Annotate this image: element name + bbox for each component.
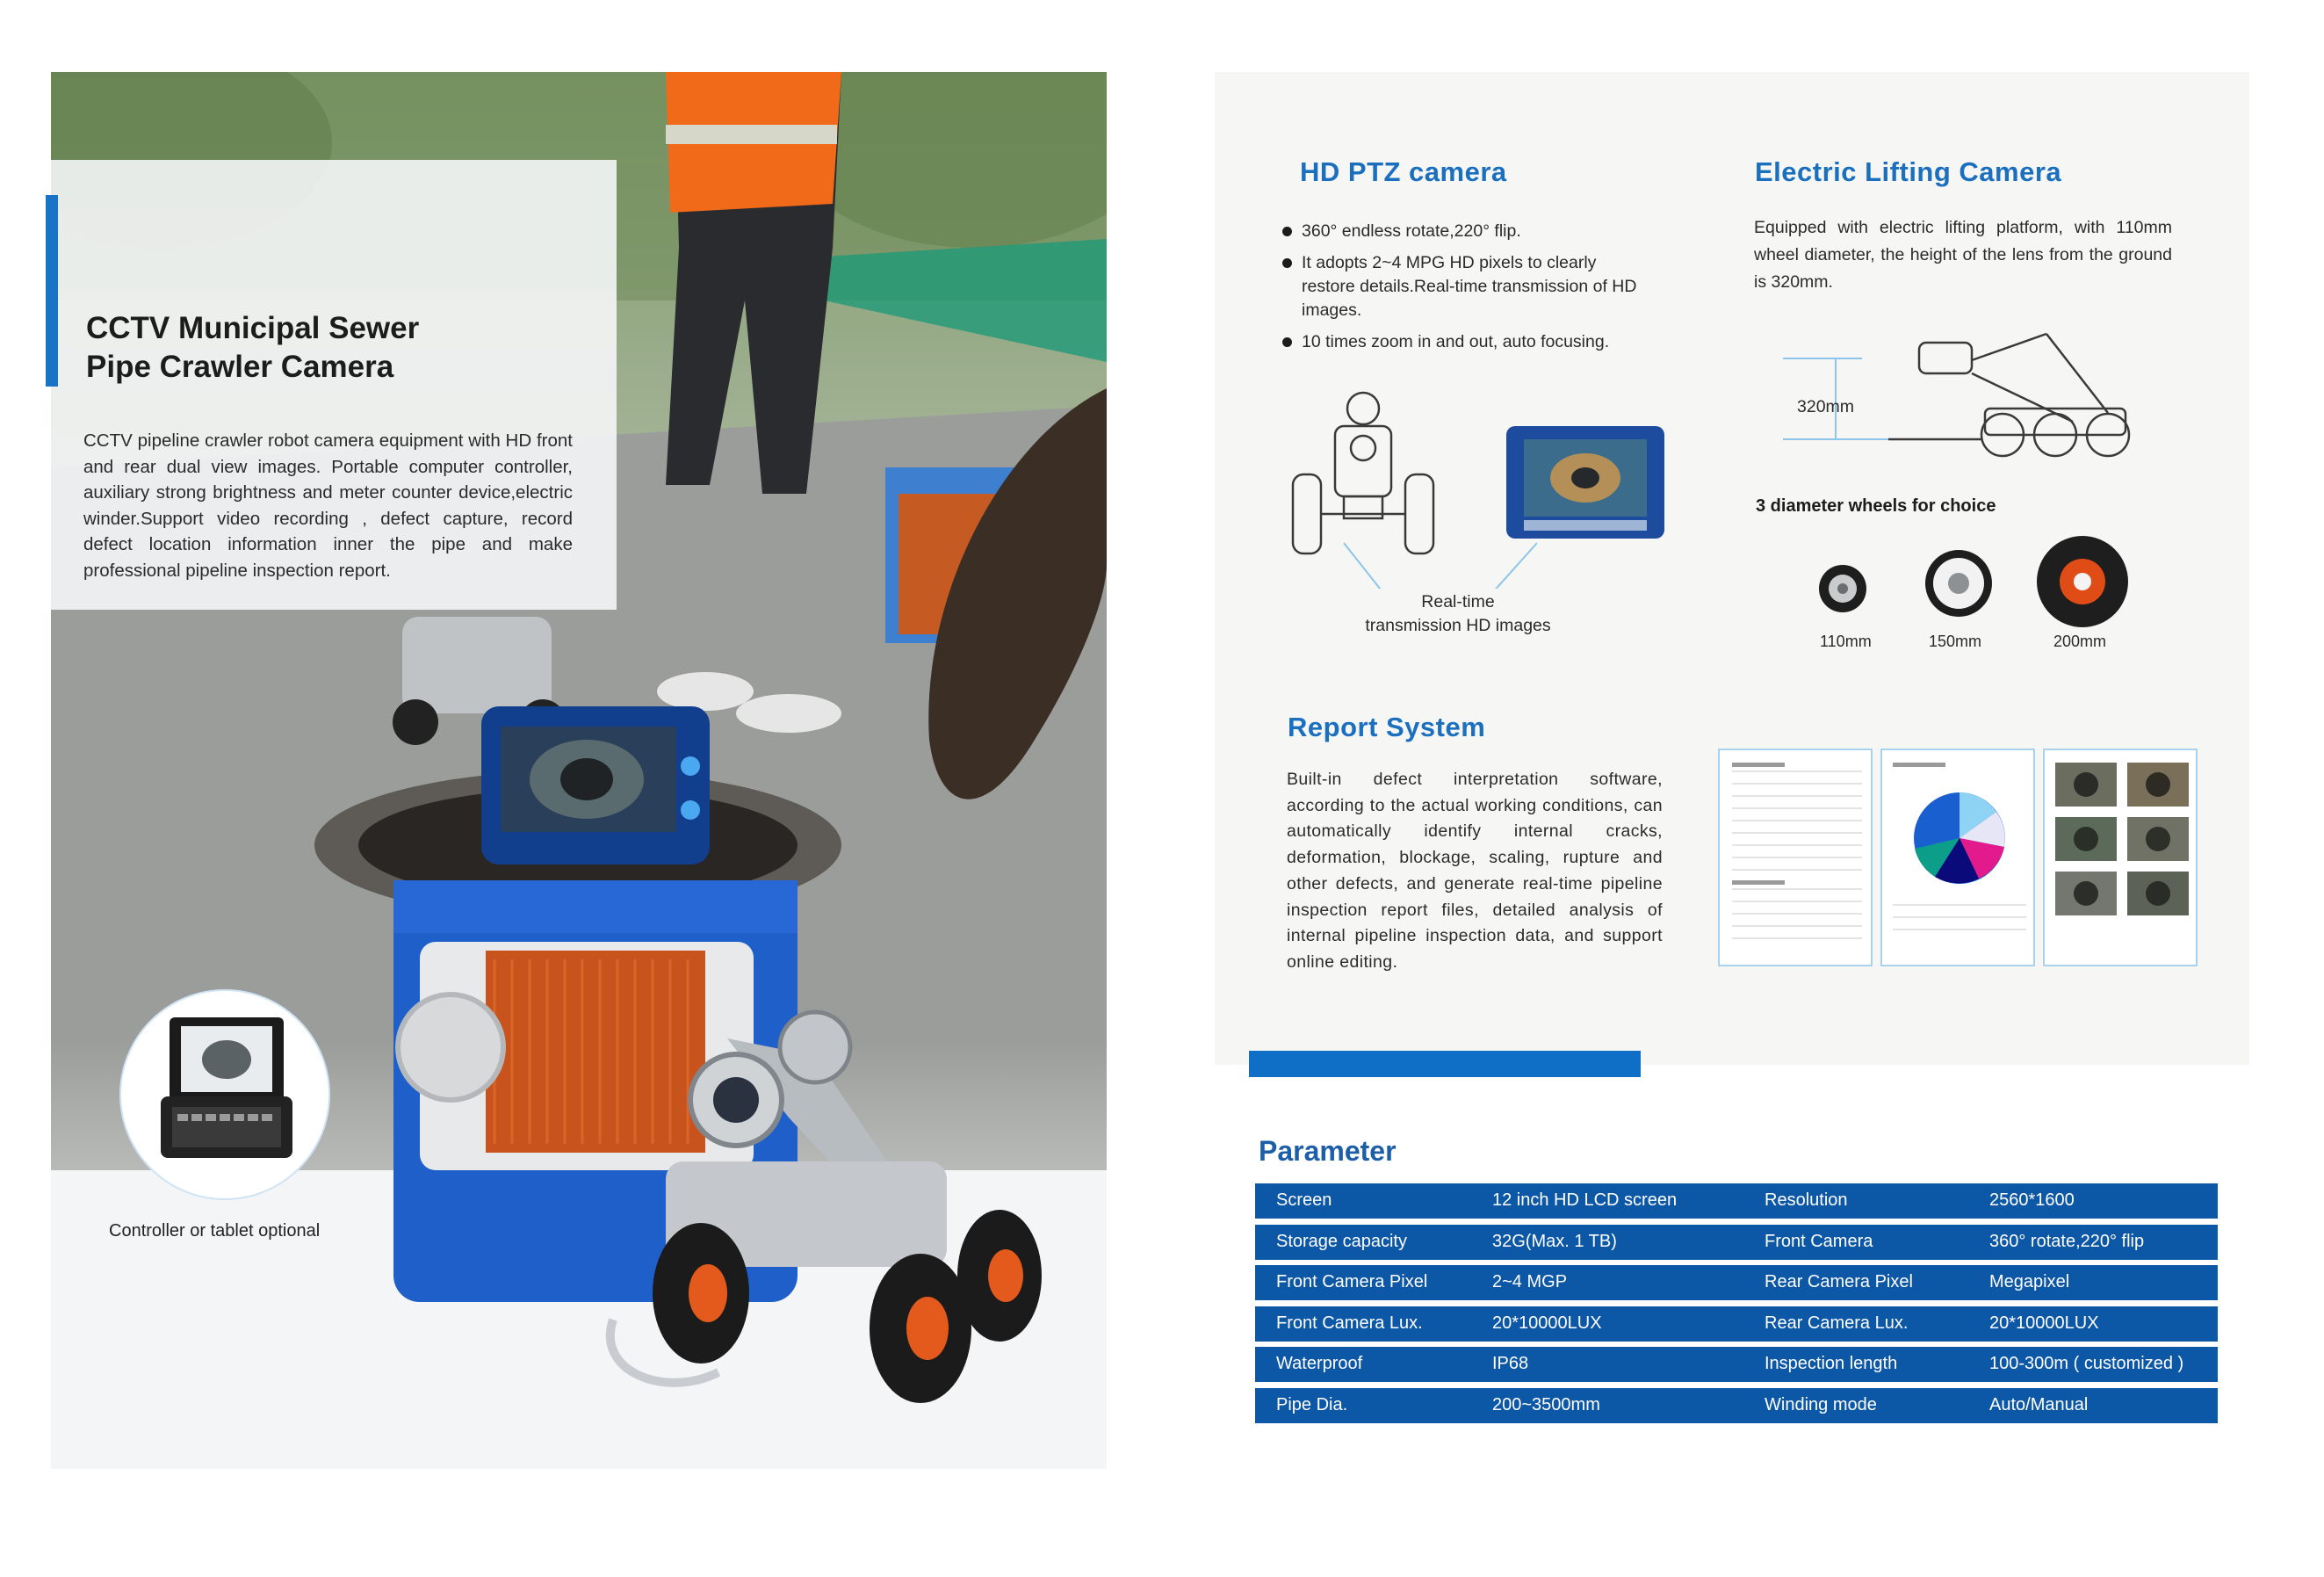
ptz-feature-item: It adopts 2~4 MPG HD pixels to clearly restore details.Real-time transmission of HD images. (1282, 251, 1651, 322)
wheel-200-icon (2037, 536, 2128, 627)
controller-case-illustration (121, 991, 330, 1200)
parameter-accent-bar (1249, 1051, 1641, 1077)
table-row (1255, 1225, 2218, 1260)
ptz-feature-item: 10 times zoom in and out, auto focusing. (1282, 330, 1651, 354)
product-title-line2: Pipe Crawler Camera (86, 350, 394, 384)
ptz-feature-list (1282, 220, 1651, 362)
ptz-caption-line1: Real-time (1421, 592, 1495, 611)
tablet-sketch (1506, 426, 1664, 539)
robot-sketch (1293, 393, 1433, 553)
report-page-photos (2043, 749, 2198, 966)
wheel-label-150: 150mm (1929, 633, 1982, 650)
controller-caption: Controller or tablet optional (109, 1221, 321, 1241)
param-value: 200~3500mm (1492, 1394, 1600, 1414)
parameter-table (1255, 1183, 2218, 1429)
wheel-label-110: 110mm (1820, 633, 1872, 650)
ptz-heading: HD PTZ camera (1300, 156, 1507, 187)
table-row (1255, 1388, 2218, 1423)
param-label: Rear Camera Lux. (1765, 1313, 1909, 1333)
param-value: Auto/Manual (1989, 1394, 2089, 1414)
ptz-caption (1344, 592, 1572, 636)
param-value: 32G(Max. 1 TB) (1492, 1231, 1617, 1251)
lift-heading: Electric Lifting Camera (1755, 156, 2062, 187)
product-title-line1: CCTV Municipal Sewer (86, 311, 420, 345)
param-label: Rear Camera Pixel (1765, 1272, 1913, 1291)
param-label: Screen (1276, 1190, 1332, 1210)
param-label: Winding mode (1765, 1394, 1877, 1414)
table-row (1255, 1347, 2218, 1382)
table-row (1255, 1183, 2218, 1219)
ptz-diagram (1282, 387, 1686, 589)
param-value: IP68 (1492, 1354, 1529, 1373)
report-pie-thumbnail (1882, 750, 2035, 966)
lift-height-label: 320mm (1797, 397, 1855, 416)
report-page-chart (1880, 749, 2035, 966)
table-row (1255, 1306, 2218, 1342)
param-value: 2~4 MGP (1492, 1272, 1568, 1291)
ptz-caption-line2: transmission HD images (1365, 616, 1551, 635)
param-label: Resolution (1765, 1190, 1848, 1210)
table-row (1255, 1265, 2218, 1300)
param-label: Front Camera (1765, 1231, 1873, 1251)
report-heading: Report System (1288, 712, 1486, 742)
product-description: CCTV pipeline crawler robot camera equipment with HD front and rear dual view images. Portable computer controller, auxiliary strong brightness and meter counter device,electric winder.Support video recording , defect capture, record defect location information inner the pipe and make professional pipeline inspection report. (83, 430, 573, 581)
lift-diagram (1783, 325, 2161, 466)
param-value: 2560*1600 (1989, 1190, 2075, 1210)
param-value: 100-300m ( customized ) (1989, 1354, 2184, 1373)
parameter-heading: Parameter (1259, 1135, 1397, 1167)
report-photo-thumbnail (2045, 750, 2198, 966)
product-title (86, 309, 578, 387)
param-label: Front Camera Lux. (1276, 1313, 1423, 1333)
param-label: Pipe Dia. (1276, 1394, 1348, 1414)
lift-robot-sketch (1888, 334, 2129, 456)
param-value: Megapixel (1989, 1272, 2070, 1291)
param-value: 12 inch HD LCD screen (1492, 1190, 1678, 1210)
controller-image (119, 989, 330, 1200)
param-value: 20*10000LUX (1492, 1313, 1602, 1333)
wheel-options (1809, 536, 2143, 633)
param-value: 20*10000LUX (1989, 1313, 2099, 1333)
param-value: 360° rotate,220° flip (1989, 1231, 2145, 1251)
title-accent-bar (46, 195, 58, 387)
param-label: Waterproof (1276, 1354, 1363, 1373)
report-description: Built-in defect interpretation software, according to the actual working conditions, can automatically identify internal cracks, deformation, blockage, scaling, rupture and other defects, and generate real-time pipeline inspection report files, detailed analysis of internal pipeline inspection data, and support online editing. (1287, 770, 1663, 972)
wheel-label-200: 200mm (2053, 633, 2107, 650)
report-table-thumbnail (1720, 750, 1873, 966)
param-label: Front Camera Pixel (1276, 1272, 1428, 1291)
lift-description: Equipped with electric lifting platform, with 110mm wheel diameter, the height of the lens from the ground is 320mm. (1754, 218, 2172, 292)
param-label: Inspection length (1765, 1354, 1898, 1373)
wheel-150-icon (1925, 550, 1992, 617)
wheels-heading: 3 diameter wheels for choice (1756, 496, 1996, 516)
report-page-table (1718, 749, 1873, 966)
wheel-110-icon (1819, 565, 1866, 612)
param-label: Storage capacity (1276, 1231, 1407, 1251)
ptz-feature-item: 360° endless rotate,220° flip. (1282, 220, 1651, 243)
